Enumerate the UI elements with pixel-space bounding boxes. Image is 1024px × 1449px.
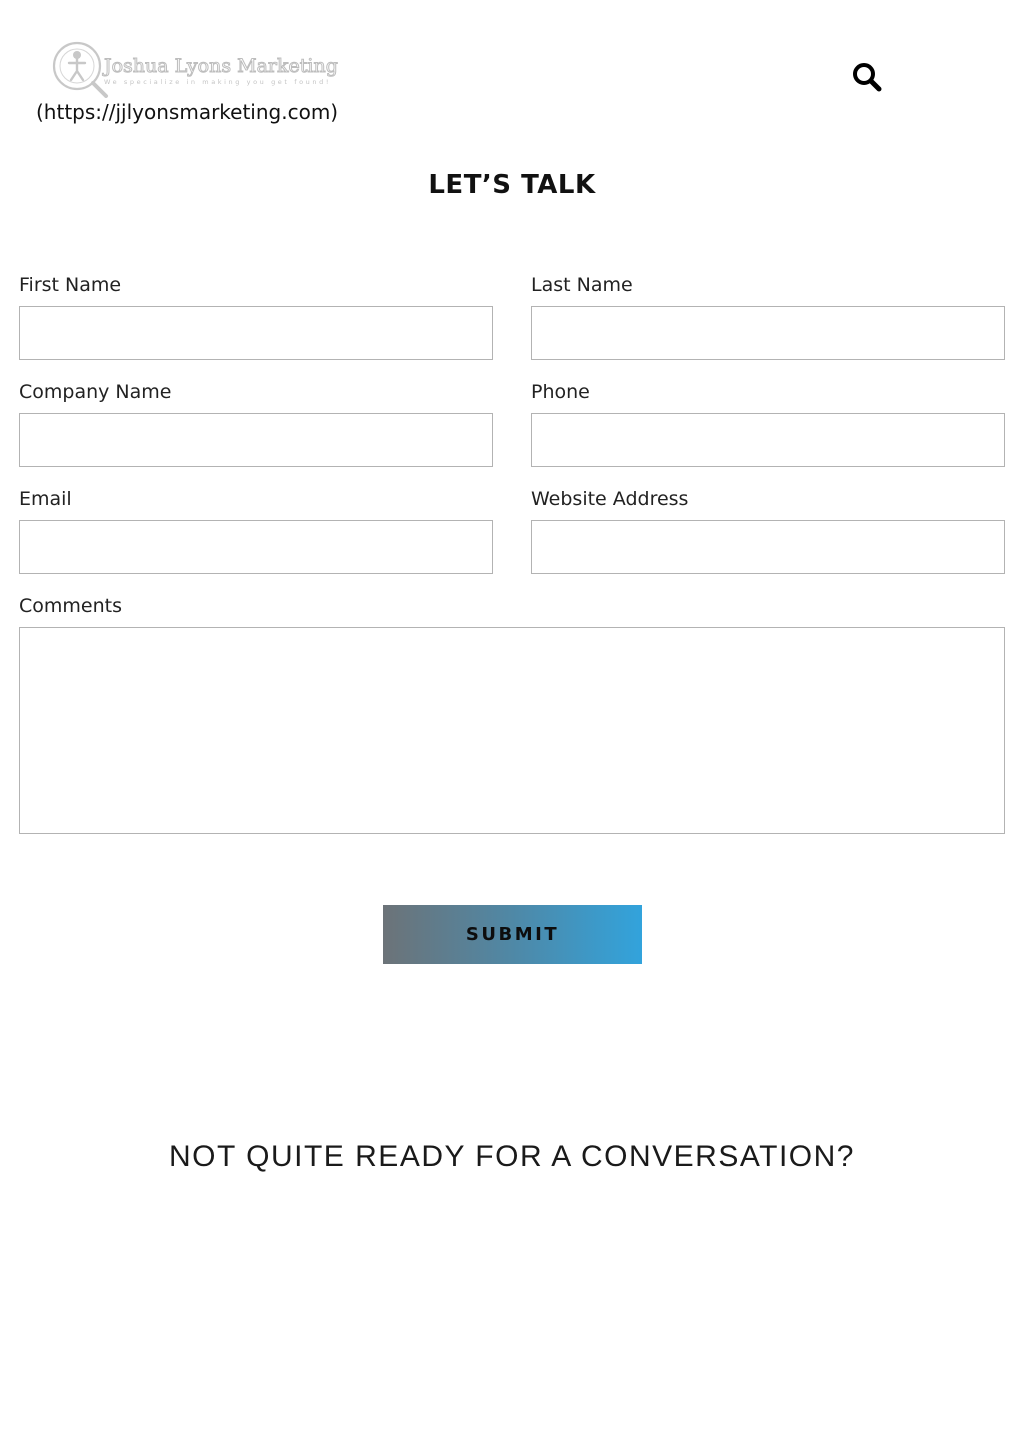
email-label: Email: [19, 488, 72, 510]
last-name-input[interactable]: [531, 306, 1005, 360]
comments-textarea[interactable]: [19, 627, 1005, 834]
comments-label: Comments: [19, 595, 122, 617]
search-button[interactable]: [850, 60, 884, 94]
logo-graphic: [50, 38, 350, 98]
logo-name: Joshua Lyons Marketing: [104, 55, 338, 77]
first-name-label: First Name: [19, 274, 122, 296]
company-name-input[interactable]: [19, 413, 493, 467]
first-name-input[interactable]: [19, 306, 493, 360]
last-name-label: Last Name: [531, 274, 633, 296]
phone-input[interactable]: [531, 413, 1005, 467]
logo-tagline: We specialize in making you get found!: [104, 78, 332, 86]
submit-button[interactable]: SUBMIT: [383, 905, 642, 964]
home-link[interactable]: (https://jjlyonsmarketing.com): [36, 100, 339, 124]
website-address-label: Website Address: [531, 488, 689, 510]
phone-label: Phone: [531, 381, 590, 403]
search-icon: [850, 60, 884, 94]
email-input[interactable]: [19, 520, 493, 574]
website-address-input[interactable]: [531, 520, 1005, 574]
company-name-label: Company Name: [19, 381, 172, 403]
page-title: LET’S TALK: [428, 170, 596, 200]
site-logo[interactable]: [50, 38, 350, 98]
secondary-heading: NOT QUITE READY FOR A CONVERSATION?: [169, 1140, 855, 1173]
